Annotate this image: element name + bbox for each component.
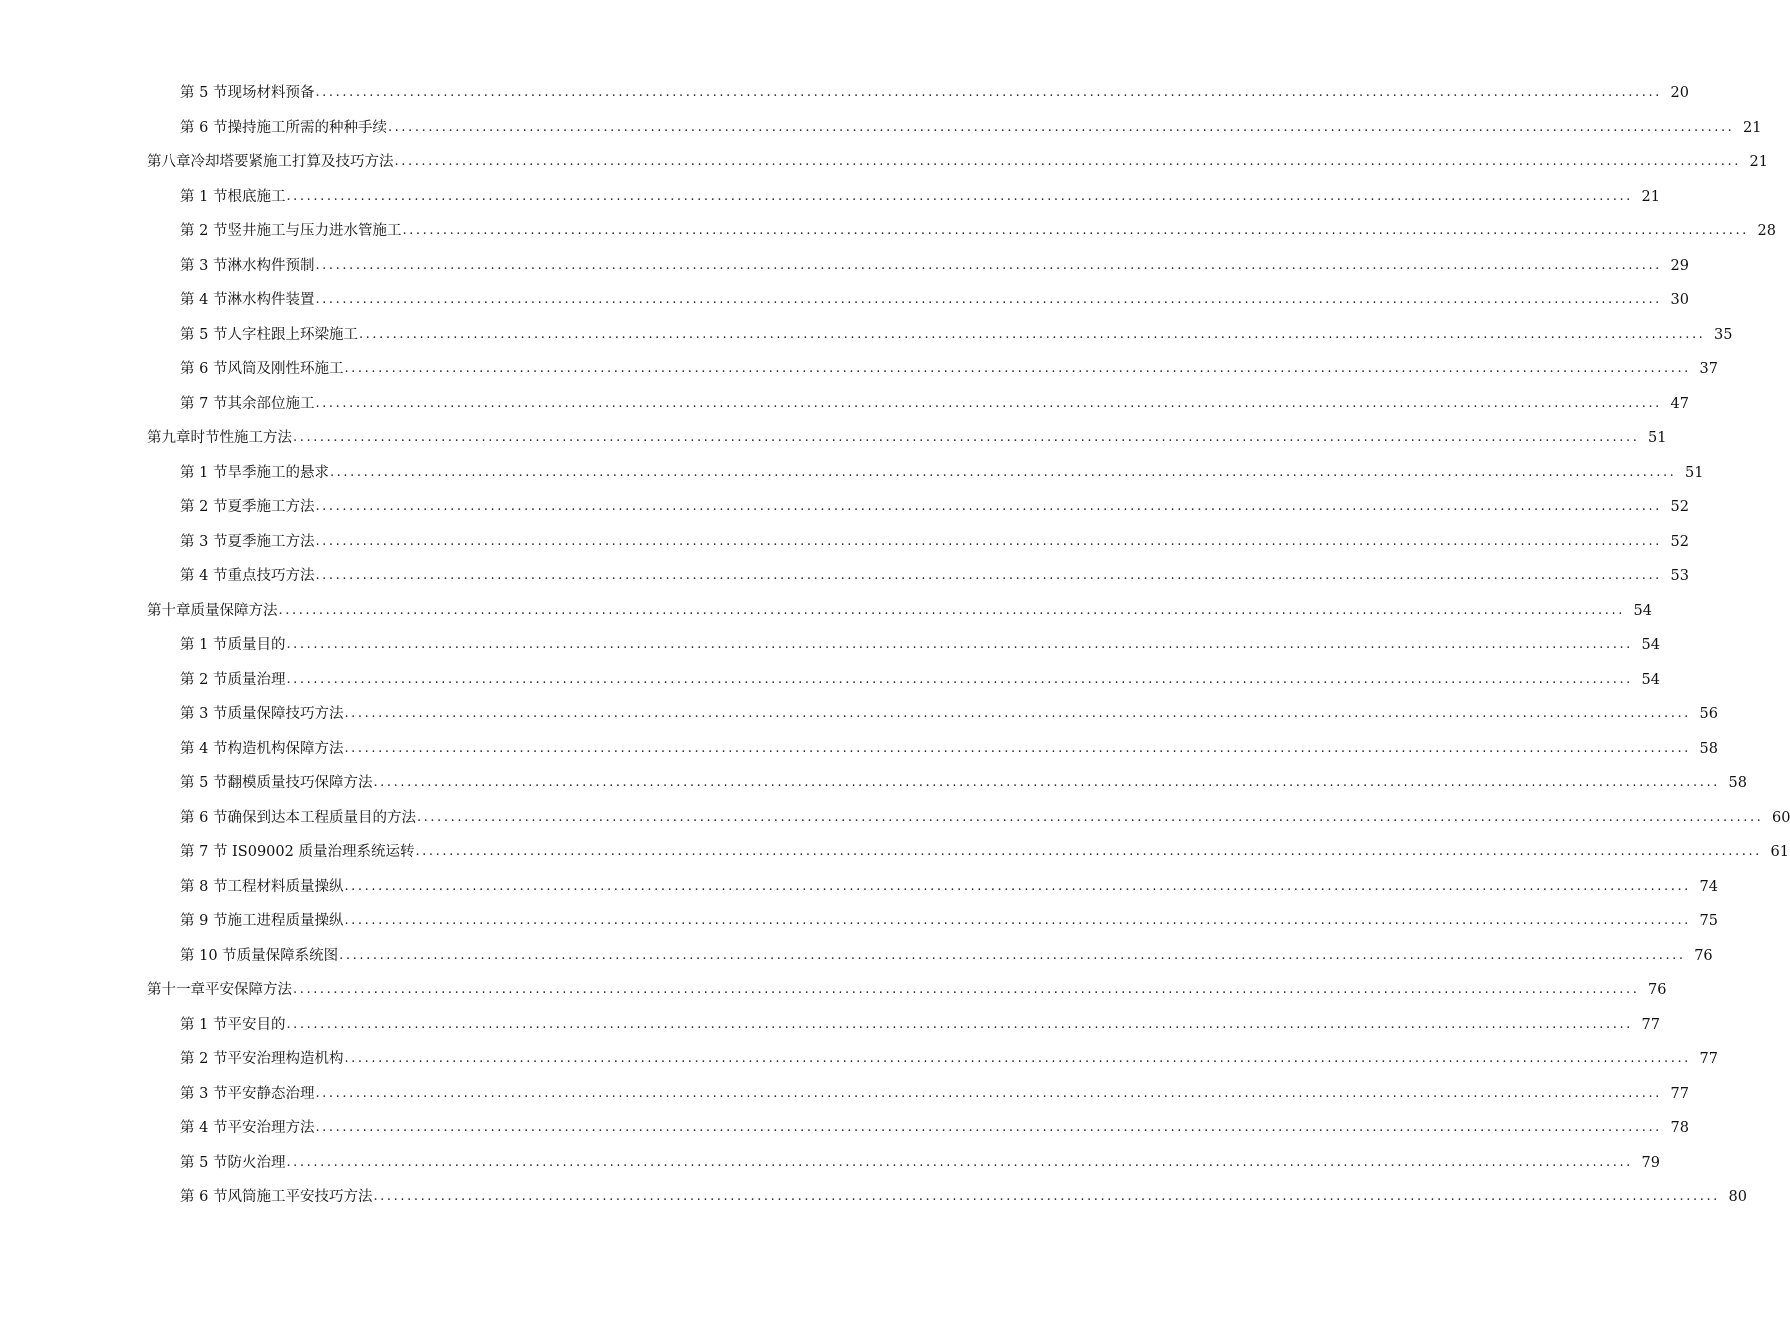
toc-dot-leader: ........................................................................................................................................................................................................ bbox=[394, 154, 1741, 170]
toc-section-entry[interactable] bbox=[0, 180, 1660, 215]
toc-section-entry[interactable] bbox=[0, 1042, 1718, 1077]
toc-entry-page-number: 21 bbox=[1641, 188, 1660, 205]
toc-dot-leader: ........................................................................................................................................................................................................ bbox=[286, 1016, 1633, 1032]
toc-dot-leader: ........................................................................................................................................................................................................ bbox=[387, 119, 1735, 135]
toc-entry-title: 第 6 节确保到达本工程质量目的方法 bbox=[180, 809, 416, 826]
toc-entry-page-number: 79 bbox=[1641, 1154, 1660, 1171]
toc-entry-page-number: 76 bbox=[1694, 947, 1713, 964]
toc-entry-title: 第 4 节平安治理方法 bbox=[180, 1120, 315, 1137]
toc-entry-page-number: 54 bbox=[1641, 637, 1660, 654]
toc-entry-page-number: 51 bbox=[1684, 464, 1704, 481]
toc-entry-page-number: 54 bbox=[1641, 671, 1660, 688]
toc-entry-page-number: 60 bbox=[1771, 809, 1790, 826]
toc-section-entry[interactable] bbox=[0, 697, 1718, 732]
toc-dot-leader: ........................................................................................................................................................................................................ bbox=[315, 257, 1662, 273]
toc-entry-page-number: 21 bbox=[1749, 154, 1768, 171]
toc-entry-title: 第 5 节人字柱跟上环梁施工 bbox=[180, 326, 358, 343]
toc-section-entry[interactable] bbox=[0, 628, 1660, 663]
toc-dot-leader: ........................................................................................................................................................................................................ bbox=[286, 188, 1633, 204]
toc-section-entry[interactable] bbox=[0, 663, 1660, 698]
toc-entry-page-number: 61 bbox=[1770, 844, 1789, 861]
toc-dot-leader: ........................................................................................................................................................................................................ bbox=[293, 430, 1640, 446]
toc-entry-title: 第 3 节平安静态治理 bbox=[180, 1085, 315, 1102]
toc-entry-page-number: 47 bbox=[1670, 395, 1689, 412]
toc-entry-page-number: 21 bbox=[1742, 119, 1762, 136]
toc-entry-title: 第八章冷却塔要紧施工打算及技巧方法 bbox=[147, 154, 394, 171]
toc-entry-page-number: 37 bbox=[1699, 361, 1718, 378]
toc-dot-leader: ........................................................................................................................................................................................................ bbox=[373, 1189, 1720, 1205]
toc-section-entry[interactable] bbox=[0, 835, 1789, 870]
toc-section-entry[interactable] bbox=[0, 1180, 1747, 1215]
toc-dot-leader: ........................................................................................................................................................................................................ bbox=[286, 1154, 1633, 1170]
toc-section-entry[interactable] bbox=[0, 801, 1790, 836]
toc-dot-leader: ........................................................................................................................................................................................................ bbox=[315, 395, 1662, 411]
toc-dot-leader: ........................................................................................................................................................................................................ bbox=[315, 568, 1662, 584]
toc-section-entry[interactable] bbox=[0, 939, 1713, 974]
toc-section-entry[interactable] bbox=[0, 1008, 1660, 1043]
toc-section-entry[interactable] bbox=[0, 76, 1689, 111]
toc-dot-leader: ........................................................................................................................................................................................................ bbox=[315, 85, 1662, 101]
toc-entry-page-number: 58 bbox=[1699, 740, 1718, 757]
toc-entry-title: 第 4 节重点技巧方法 bbox=[180, 568, 315, 585]
table-of-contents bbox=[0, 76, 1790, 1215]
toc-entry-title: 第 3 节质量保障技巧方法 bbox=[180, 706, 344, 723]
toc-entry-title: 第 9 节施工进程质量操纵 bbox=[180, 913, 344, 930]
toc-entry-page-number: 58 bbox=[1728, 775, 1747, 792]
toc-entry-title: 第 7 节其余部位施工 bbox=[180, 395, 315, 412]
toc-section-entry[interactable] bbox=[0, 559, 1689, 594]
toc-section-entry[interactable] bbox=[0, 111, 1762, 146]
toc-entry-title: 第 2 节竖井施工与压力进水管施工 bbox=[180, 223, 402, 240]
toc-entry-page-number: 77 bbox=[1670, 1085, 1689, 1102]
toc-entry-title: 第九章时节性施工方法 bbox=[147, 430, 292, 447]
toc-dot-leader: ........................................................................................................................................................................................................ bbox=[344, 740, 1691, 756]
toc-dot-leader: ........................................................................................................................................................................................................ bbox=[344, 706, 1691, 722]
toc-dot-leader: ........................................................................................................................................................................................................ bbox=[344, 878, 1691, 894]
toc-section-entry[interactable] bbox=[0, 732, 1718, 767]
toc-entry-title: 第 4 节构造机构保障方法 bbox=[180, 740, 344, 757]
toc-dot-leader: ........................................................................................................................................................................................................ bbox=[286, 671, 1633, 687]
toc-entry-title: 第 2 节平安治理构造机构 bbox=[180, 1051, 344, 1068]
toc-entry-page-number: 74 bbox=[1699, 878, 1718, 895]
toc-chapter-entry[interactable] bbox=[0, 973, 1667, 1008]
toc-entry-title: 第 5 节翻模质量技巧保障方法 bbox=[180, 775, 373, 792]
toc-section-entry[interactable] bbox=[0, 456, 1704, 491]
toc-entry-page-number: 52 bbox=[1670, 499, 1689, 516]
toc-dot-leader: ........................................................................................................................................................................................................ bbox=[315, 1085, 1662, 1101]
toc-entry-page-number: 54 bbox=[1633, 602, 1652, 619]
toc-entry-page-number: 77 bbox=[1699, 1051, 1718, 1068]
toc-entry-title: 第 2 节质量治理 bbox=[180, 671, 286, 688]
toc-entry-title: 第 2 节夏季施工方法 bbox=[180, 499, 315, 516]
toc-dot-leader: ........................................................................................................................................................................................................ bbox=[315, 533, 1662, 549]
toc-section-entry[interactable] bbox=[0, 1077, 1689, 1112]
toc-entry-page-number: 28 bbox=[1757, 223, 1776, 240]
toc-section-entry[interactable] bbox=[0, 870, 1718, 905]
toc-entry-title: 第 5 节现场材料预备 bbox=[180, 85, 315, 102]
toc-section-entry[interactable] bbox=[0, 904, 1718, 939]
toc-dot-leader: ........................................................................................................................................................................................................ bbox=[373, 775, 1720, 791]
toc-chapter-entry[interactable] bbox=[0, 594, 1652, 629]
toc-entry-page-number: 20 bbox=[1670, 85, 1689, 102]
toc-entry-page-number: 35 bbox=[1713, 326, 1733, 343]
toc-entry-title: 第十一章平安保障方法 bbox=[147, 982, 292, 999]
toc-section-entry[interactable] bbox=[0, 318, 1733, 353]
toc-entry-page-number: 78 bbox=[1670, 1120, 1689, 1137]
toc-entry-page-number: 30 bbox=[1670, 292, 1689, 309]
toc-dot-leader: ........................................................................................................................................................................................................ bbox=[344, 1051, 1691, 1067]
toc-entry-title: 第 5 节防火治理 bbox=[180, 1154, 286, 1171]
toc-dot-leader: ........................................................................................................................................................................................................ bbox=[315, 1120, 1662, 1136]
toc-chapter-entry[interactable] bbox=[0, 421, 1667, 456]
toc-dot-leader: ........................................................................................................................................................................................................ bbox=[339, 947, 1686, 963]
toc-entry-title: 第 4 节淋水构件装置 bbox=[180, 292, 315, 309]
toc-dot-leader: ........................................................................................................................................................................................................ bbox=[293, 982, 1640, 998]
toc-dot-leader: ........................................................................................................................................................................................................ bbox=[415, 844, 1762, 860]
toc-entry-title: 第 1 节质量目的 bbox=[180, 637, 286, 654]
toc-section-entry[interactable] bbox=[0, 525, 1689, 560]
toc-entry-page-number: 51 bbox=[1648, 430, 1667, 447]
toc-section-entry[interactable] bbox=[0, 387, 1689, 422]
toc-section-entry[interactable] bbox=[0, 283, 1689, 318]
toc-dot-leader: ........................................................................................................................................................................................................ bbox=[329, 464, 1677, 480]
toc-section-entry[interactable] bbox=[0, 249, 1689, 284]
toc-entry-title: 第 6 节风筒及刚性环施工 bbox=[180, 361, 344, 378]
toc-dot-leader: ........................................................................................................................................................................................................ bbox=[278, 602, 1625, 618]
toc-entry-page-number: 76 bbox=[1648, 982, 1667, 999]
toc-section-entry[interactable] bbox=[0, 214, 1776, 249]
toc-dot-leader: ........................................................................................................................................................................................................ bbox=[315, 292, 1662, 308]
toc-dot-leader: ........................................................................................................................................................................................................ bbox=[344, 913, 1691, 929]
toc-dot-leader: ........................................................................................................................................................................................................ bbox=[315, 499, 1662, 515]
toc-entry-page-number: 29 bbox=[1670, 257, 1689, 274]
toc-section-entry[interactable] bbox=[0, 490, 1689, 525]
toc-dot-leader: ........................................................................................................................................................................................................ bbox=[402, 223, 1749, 239]
toc-entry-title: 第 10 节质量保障系统图 bbox=[180, 947, 339, 964]
toc-entry-title: 第 3 节夏季施工方法 bbox=[180, 533, 315, 550]
toc-dot-leader: ........................................................................................................................................................................................................ bbox=[358, 326, 1706, 342]
toc-entry-page-number: 80 bbox=[1728, 1189, 1747, 1206]
toc-entry-page-number: 52 bbox=[1670, 533, 1689, 550]
toc-entry-title: 第 1 节根底施工 bbox=[180, 188, 286, 205]
toc-dot-leader: ........................................................................................................................................................................................................ bbox=[344, 361, 1691, 377]
toc-entry-title: 第 1 节旱季施工的悬求 bbox=[180, 464, 329, 481]
toc-entry-title: 第 1 节平安目的 bbox=[180, 1016, 286, 1033]
toc-entry-title: 第十章质量保障方法 bbox=[147, 602, 278, 619]
toc-entry-page-number: 53 bbox=[1670, 568, 1689, 585]
toc-entry-page-number: 56 bbox=[1699, 706, 1718, 723]
toc-chapter-entry[interactable] bbox=[0, 145, 1768, 180]
toc-section-entry[interactable] bbox=[0, 1111, 1689, 1146]
toc-entry-title: 第 7 节 IS09002 质量治理系统运转 bbox=[180, 844, 415, 861]
toc-entry-title: 第 3 节淋水构件预制 bbox=[180, 257, 315, 274]
toc-entry-page-number: 75 bbox=[1699, 913, 1718, 930]
toc-entry-title: 第 8 节工程材料质量操纵 bbox=[180, 878, 344, 895]
toc-section-entry[interactable] bbox=[0, 1146, 1660, 1181]
toc-entry-title: 第 6 节操持施工所需的种种手续 bbox=[180, 119, 387, 136]
toc-section-entry[interactable] bbox=[0, 766, 1747, 801]
toc-dot-leader: ........................................................................................................................................................................................................ bbox=[416, 809, 1764, 825]
toc-section-entry[interactable] bbox=[0, 352, 1718, 387]
toc-entry-page-number: 77 bbox=[1641, 1016, 1660, 1033]
toc-dot-leader: ........................................................................................................................................................................................................ bbox=[286, 637, 1633, 653]
toc-entry-title: 第 6 节风筒施工平安技巧方法 bbox=[180, 1189, 373, 1206]
